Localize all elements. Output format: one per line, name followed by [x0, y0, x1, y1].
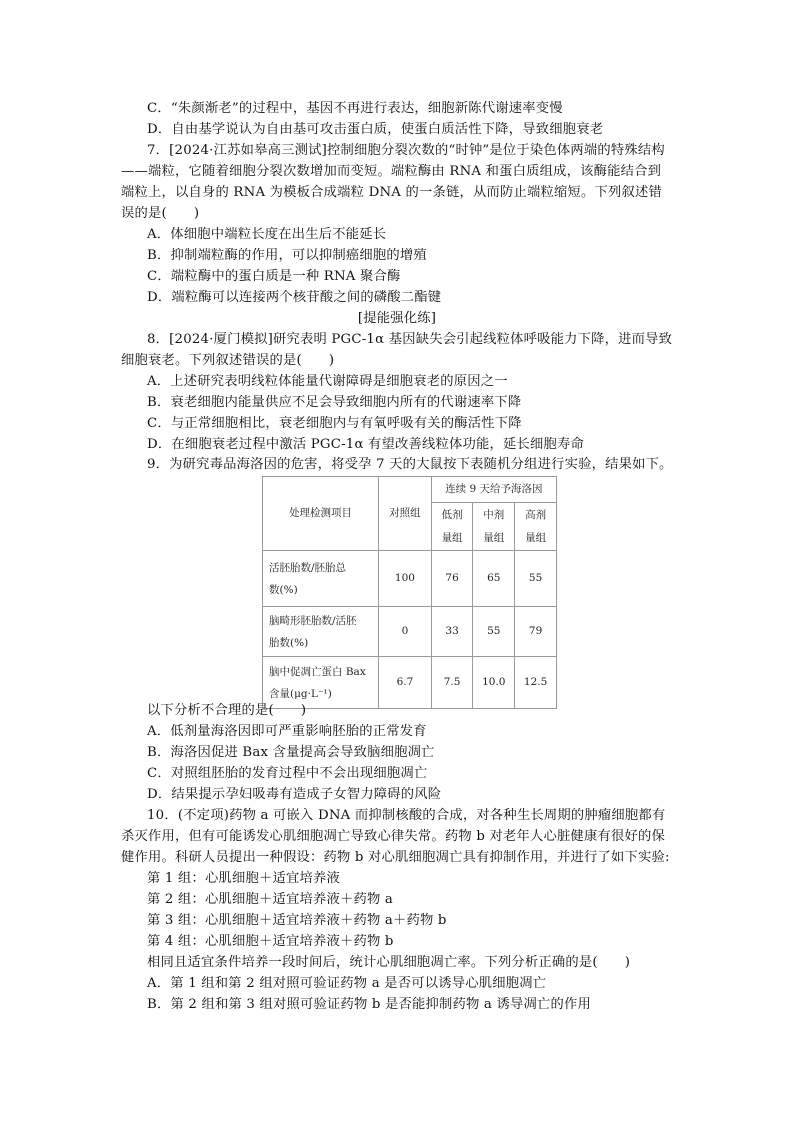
- header-high: 高剂 量组: [515, 503, 557, 551]
- cell: 55: [515, 551, 557, 607]
- cell: 6.7: [379, 657, 432, 709]
- table-row: [263, 657, 557, 709]
- cell: 79: [515, 607, 557, 657]
- header-low: 低剂 量组: [431, 503, 473, 551]
- question-7-stem-3: 端粒上，以自身的 RNA 为模板合成端粒 DNA 的一条链，从而防止端粒缩短。下列叙述错: [121, 185, 662, 200]
- cell: 55: [473, 607, 515, 657]
- header-control: 对照组: [379, 477, 432, 551]
- option-9b: B．海洛因促进 Bax 含量提高会导致脑细胞凋亡: [147, 745, 435, 760]
- question-7-stem: 7．[2024·江苏如皋高三测试]控制细胞分裂次数的“时钟”是位于染色体两端的特殊结构: [147, 143, 665, 158]
- group-4: 第 4 组：心肌细胞＋适宜培养液＋药物 b: [147, 934, 394, 949]
- option-6c: C．“朱颜渐老”的过程中，基因不再进行表达，细胞新陈代谢速率变慢: [147, 101, 563, 116]
- question-10-stem-2: 杀灭作用，但有可能诱发心肌细胞凋亡导致心律失常。药物 b 对老年人心脏健康有很好的保: [121, 829, 665, 844]
- table-row: [263, 551, 557, 607]
- row-label: 脑畸形胚胎数/活胚 胎数(%): [263, 607, 379, 657]
- option-8a: A．上述研究表明线粒体能量代谢障碍是细胞衰老的原因之一: [147, 374, 508, 389]
- data-table: [262, 476, 557, 709]
- cell: 100: [379, 551, 432, 607]
- cell: 65: [473, 551, 515, 607]
- question-10-stem-3: 健作用。科研人员提出一种假设：药物 b 对心肌细胞凋亡具有抑制作用，并进行了如下实验:: [121, 850, 670, 865]
- question-9-stem: 9．为研究毒品海洛因的危害，将受孕 7 天的大鼠按下表随机分组进行实验，结果如下。: [147, 457, 673, 472]
- question-8-stem-2: 细胞衰老。下列叙述错误的是( ): [121, 353, 335, 368]
- cell: 33: [431, 607, 473, 657]
- option-10a: A．第 1 组和第 2 组对照可验证药物 a 是否可以诱导心肌细胞凋亡: [147, 976, 547, 991]
- option-7a: A．体细胞中端粒长度在出生后不能延长: [147, 227, 387, 242]
- option-8d: D．在细胞衰老过程中激活 PGC-1α 有望改善线粒体功能，延长细胞寿命: [147, 437, 585, 452]
- cell: 7.5: [431, 657, 473, 709]
- option-7b: B．抑制端粒酶的作用，可以抑制癌细胞的增殖: [147, 248, 427, 263]
- question-10-prompt: 相同且适宜条件培养一段时间后，统计心肌细胞凋亡率。下列分析正确的是( ): [147, 955, 631, 970]
- header-item: 处理检测项目: [263, 477, 379, 551]
- question-7-stem-4: 误的是( ): [121, 206, 200, 221]
- option-8b: B．衰老细胞内能量供应不足会导致细胞内所有的代谢速率下降: [147, 395, 522, 410]
- option-10b: B．第 2 组和第 3 组对照可验证药物 b 是否能抑制药物 a 诱导凋亡的作用: [147, 997, 591, 1012]
- option-9a: A．低剂量海洛因即可严重影响胚胎的正常发育: [147, 724, 427, 739]
- option-8c: C．与正常细胞相比，衰老细胞内与有氧呼吸有关的酶活性下降: [147, 416, 522, 431]
- cell: 76: [431, 551, 473, 607]
- option-7c: C．端粒酶中的蛋白质是一种 RNA 聚合酶: [147, 269, 401, 284]
- group-2: 第 2 组：心肌细胞＋适宜培养液＋药物 a: [147, 892, 394, 907]
- header-group: 连续 9 天给予海洛因: [431, 477, 556, 503]
- cell: 12.5: [515, 657, 557, 709]
- header-mid: 中剂 量组: [473, 503, 515, 551]
- question-7-stem-2: ——端粒，它随着细胞分裂次数增加而变短。端粒酶由 RNA 和蛋白质组成，该酶能结合到: [121, 164, 662, 179]
- option-9c: C．对照组胚胎的发育过程中不会出现细胞凋亡: [147, 766, 428, 781]
- cell: 0: [379, 607, 432, 657]
- option-7d: D．端粒酶可以连接两个核苷酸之间的磷酸二酯键: [147, 290, 442, 305]
- cell: 10.0: [473, 657, 515, 709]
- section-heading: [提能强化练]: [357, 311, 437, 326]
- question-10-stem: 10．(不定项)药物 a 可嵌入 DNA 而抑制核酸的合成，对各种生长周期的肿瘤细胞都有: [147, 808, 666, 823]
- question-8-stem: 8．[2024·厦门模拟]研究表明 PGC-1α 基因缺失会引起线粒体呼吸能力下降，进而导致: [147, 332, 673, 347]
- option-6d: D．自由基学说认为自由基可攻击蛋白质，使蛋白质活性下降，导致细胞衰老: [147, 122, 604, 137]
- question-9-prompt: 以下分析不合理的是( ): [147, 703, 307, 718]
- row-label: 脑中促凋亡蛋白 Bax 含量(μg·L⁻¹): [263, 657, 379, 709]
- option-9d: D．结果提示孕妇吸毒有造成子女智力障碍的风险: [147, 787, 442, 802]
- group-1: 第 1 组：心肌细胞＋适宜培养液: [147, 871, 340, 886]
- group-3: 第 3 组：心肌细胞＋适宜培养液＋药物 a＋药物 b: [147, 913, 447, 928]
- table-row: [263, 607, 557, 657]
- row-label: 活胚胎数/胚胎总 数(%): [263, 551, 379, 607]
